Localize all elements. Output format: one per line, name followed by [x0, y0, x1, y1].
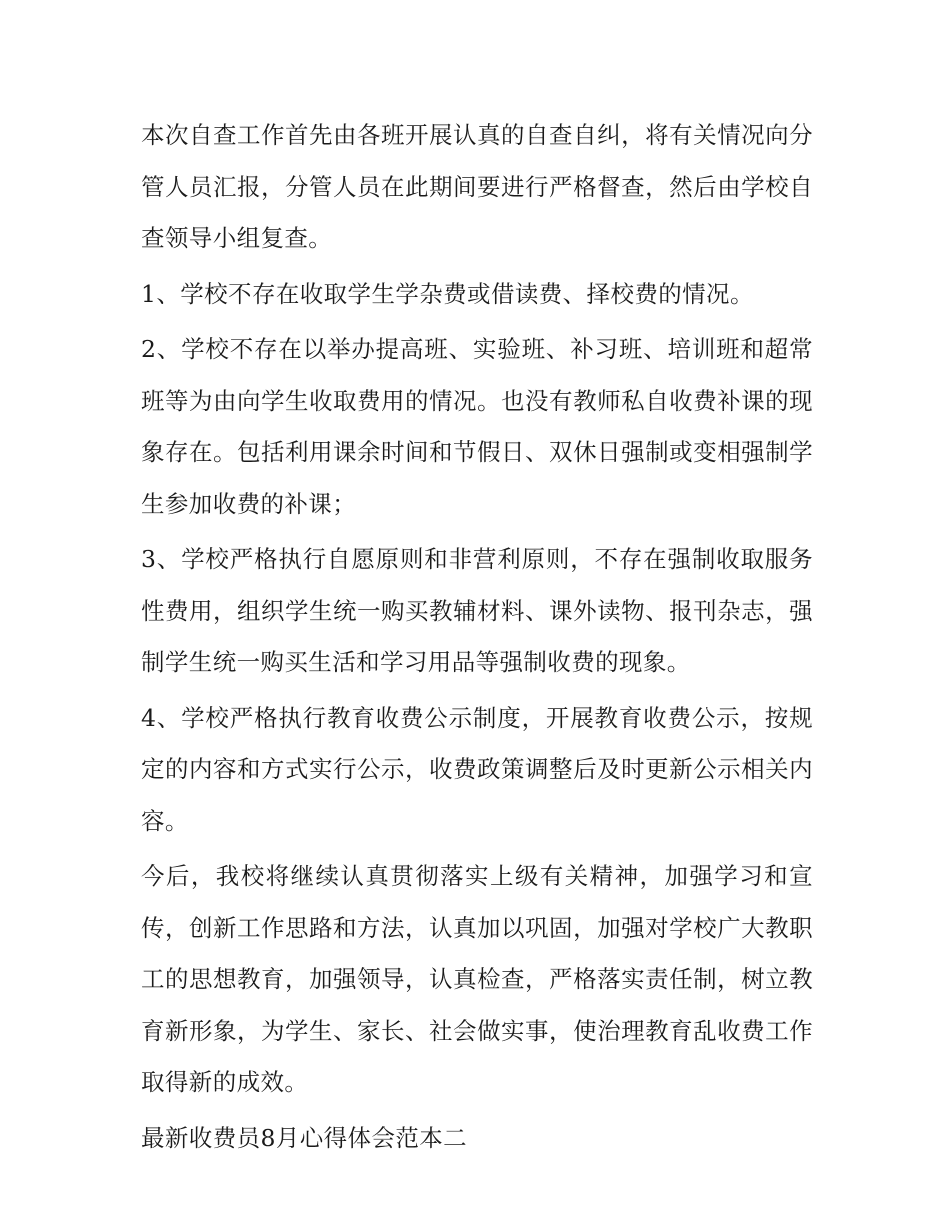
section-heading: 最新收费员8月心得体会范本二 — [141, 1123, 468, 1152]
paragraph-item-2: 2、学校不存在以举办提高班、实验班、补习班、培训班和超常班等为由向学生收取费用的情况。也没有教师私自收费补课的现象存在。包括利用课余时间和节假日、双休日强制或变相强制学生参加收费的补课； — [141, 335, 813, 518]
paragraph-item-4: 4、学校严格执行教育收费公示制度，开展教育收费公示，按规定的内容和方式实行公示，收费政策调整后及时更新公示相关内容。 — [141, 703, 813, 835]
document-body — [141, 110, 813, 1168]
paragraph-item-1: 1、学校不存在收取学生学杂费或借读费、择校费的情况。 — [141, 279, 754, 308]
paragraph-self-inspection-process: 本次自查工作首先由各班开展认真的自查自纠，将有关情况向分管人员汇报，分管人员在此期间要进行严格督查，然后由学校自查领导小组复查。 — [141, 121, 813, 252]
paragraph-future-plans: 今后，我校将继续认真贯彻落实上级有关精神，加强学习和宣传，创新工作思路和方法，认真加以巩固，加强对学校广大教职工的思想教育，加强领导，认真检查，严格落实责任制，树立教育新形象，为学生、家长、社会做实事，使治理教育乱收费工作取得新的成效。 — [141, 862, 813, 1096]
paragraph-item-3: 3、学校严格执行自愿原则和非营利原则，不存在强制收取服务性费用，组织学生统一购买教辅材料、课外读物、报刊杂志，强制学生统一购买生活和学习用品等强制收费的现象。 — [141, 545, 813, 676]
